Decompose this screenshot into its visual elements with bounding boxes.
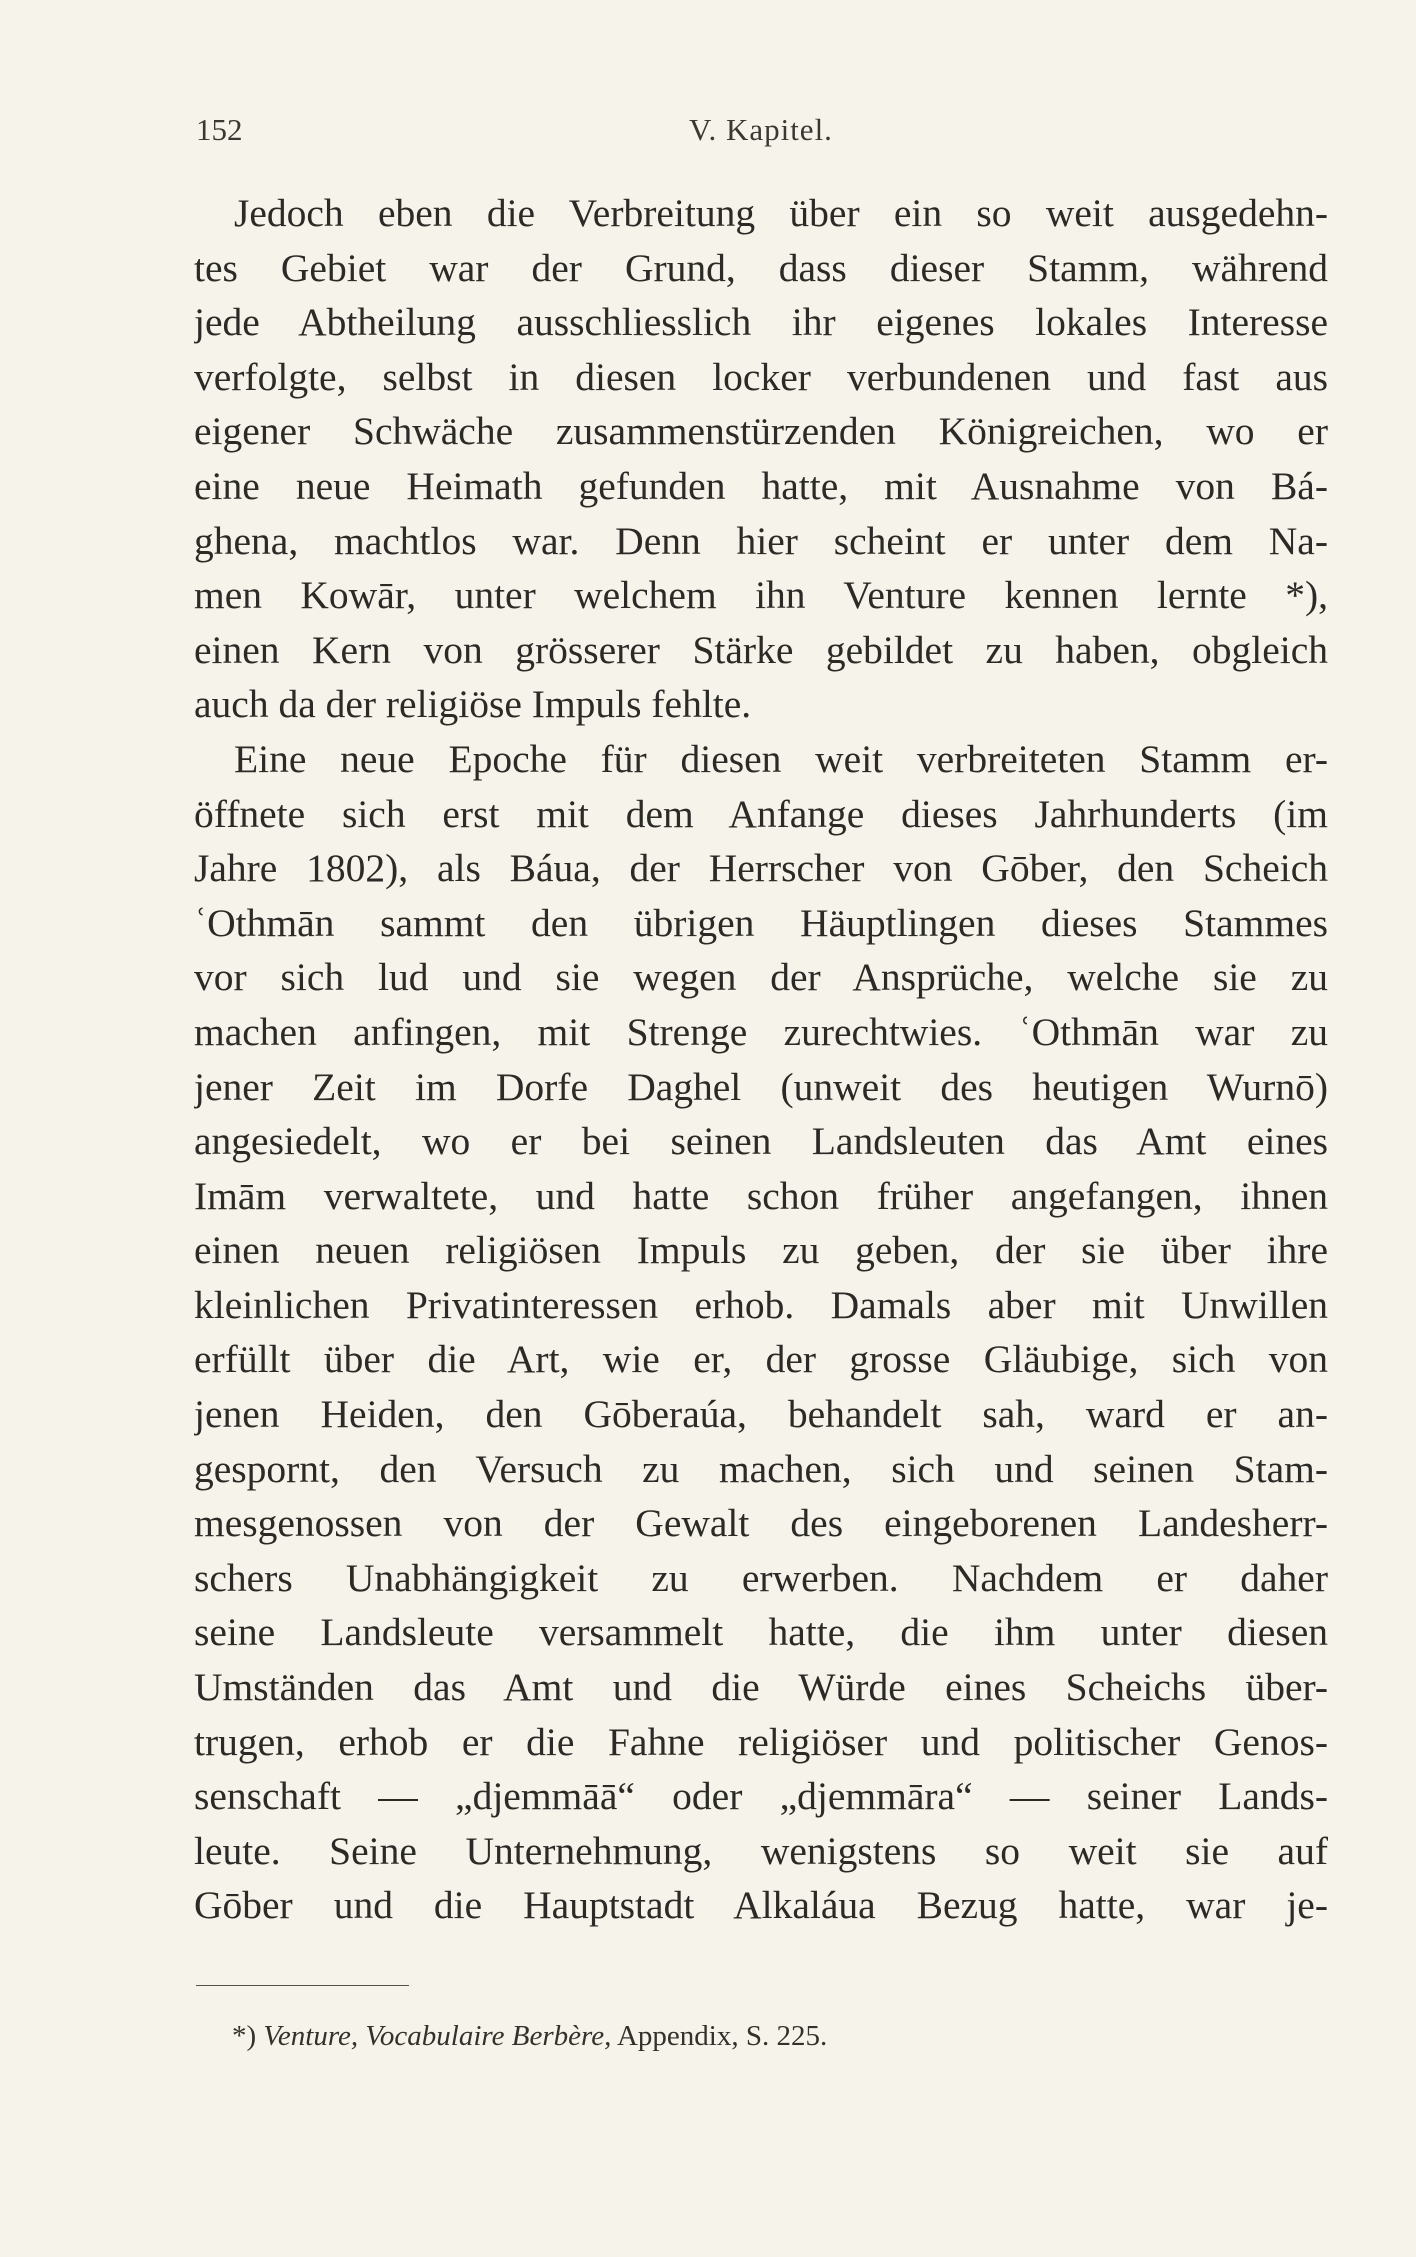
text-line: Imām verwaltete, und hatte schon früher angefangen, ihnen (194, 1173, 1328, 1218)
text-line: angesiedelt, wo er bei seinen Landsleuten das Amt eines (194, 1119, 1328, 1164)
text-line: Gōber und die Hauptstadt Alkaláua Bezug hatte, war je- (194, 1883, 1328, 1928)
footnote-citation: Venture, Vocabulaire Berbère, (263, 2020, 612, 2052)
text-line: senschaft — „djemmāā“ oder „djemmāra“ — seiner Lands- (194, 1774, 1328, 1819)
text-line: ghena, machtlos war. Denn hier scheint er unter dem Na- (194, 518, 1328, 563)
text-line: vor sich lud und sie wegen der Ansprüche, welche sie zu (194, 955, 1328, 1000)
text-line: Umständen das Amt und die Würde eines Scheichs über- (194, 1665, 1328, 1710)
text-line: schers Unabhängigkeit zu erwerben. Nachdem er daher (194, 1555, 1328, 1600)
text-line: tes Gebiet war der Grund, dass dieser Stamm, während (194, 245, 1328, 290)
text-line: kleinlichen Privatinteressen erhob. Damals aber mit Unwillen (194, 1282, 1328, 1327)
footnote (232, 2020, 827, 2053)
text-line: leute. Seine Unternehmung, wenigstens so weit sie auf (194, 1828, 1328, 1873)
text-line: Jahre 1802), als Báua, der Herrscher von Gōber, den Scheich (194, 846, 1328, 891)
text-line: Eine neue Epoche für diesen weit verbreiteten Stamm er- (234, 736, 1328, 781)
text-line: öffnete sich erst mit dem Anfange dieses Jahrhunderts (im (194, 791, 1328, 836)
text-line: einen neuen religiösen Impuls zu geben, der sie über ihre (194, 1228, 1328, 1273)
body-text (194, 186, 1328, 1933)
text-line: Jedoch eben die Verbreitung über ein so weit ausgedehn- (234, 191, 1328, 235)
footnote-marker: *) (232, 2020, 257, 2052)
text-line: trugen, erhob er die Fahne religiöser und politischer Genos- (194, 1719, 1328, 1764)
page-header (196, 112, 1326, 152)
text-line: verfolgte, selbst in diesen locker verbundenen und fast aus (194, 354, 1328, 399)
text-line: jede Abtheilung ausschliesslich ihr eigenes lokales Interesse (194, 300, 1328, 345)
paragraph-2 (194, 732, 1328, 1933)
text-line: seine Landsleute versammelt hatte, die ihm unter diesen (194, 1610, 1328, 1655)
text-line: eigener Schwäche zusammenstürzenden Königreichen, wo er (194, 409, 1328, 454)
text-line: ʿOthmān sammt den übrigen Häuptlingen dieses Stammes (194, 900, 1328, 945)
text-line: mesgenossen von der Gewalt des eingeborenen Landesherr- (194, 1501, 1328, 1546)
text-line: gespornt, den Versuch zu machen, sich und seinen Stam- (194, 1446, 1328, 1491)
text-line: jenen Heiden, den Gōberaúa, behandelt sah, ward er an- (194, 1392, 1328, 1437)
text-line: jener Zeit im Dorfe Daghel (unweit des heutigen Wurnō) (194, 1064, 1328, 1109)
text-line: eine neue Heimath gefunden hatte, mit Ausnahme von Bá- (194, 463, 1328, 508)
text-line: auch da der religiöse Impuls fehlte. (194, 682, 752, 727)
page-number: 152 (196, 112, 243, 147)
text-line: einen Kern von grösserer Stärke gebildet zu haben, obgleich (194, 627, 1328, 672)
footnote-divider (196, 1985, 409, 1986)
footnote-reference: Appendix, S. 225. (616, 2020, 828, 2052)
text-line: erfüllt über die Art, wie er, der grosse Gläubige, sich von (194, 1337, 1328, 1382)
text-line: machen anfingen, mit Strenge zurechtwies. ʿOthmān war zu (194, 1009, 1328, 1054)
running-title: V. Kapitel. (689, 112, 833, 147)
paragraph-1 (194, 186, 1328, 732)
text-line: men Kowār, unter welchem ihn Venture kennen lernte *), (194, 573, 1328, 618)
